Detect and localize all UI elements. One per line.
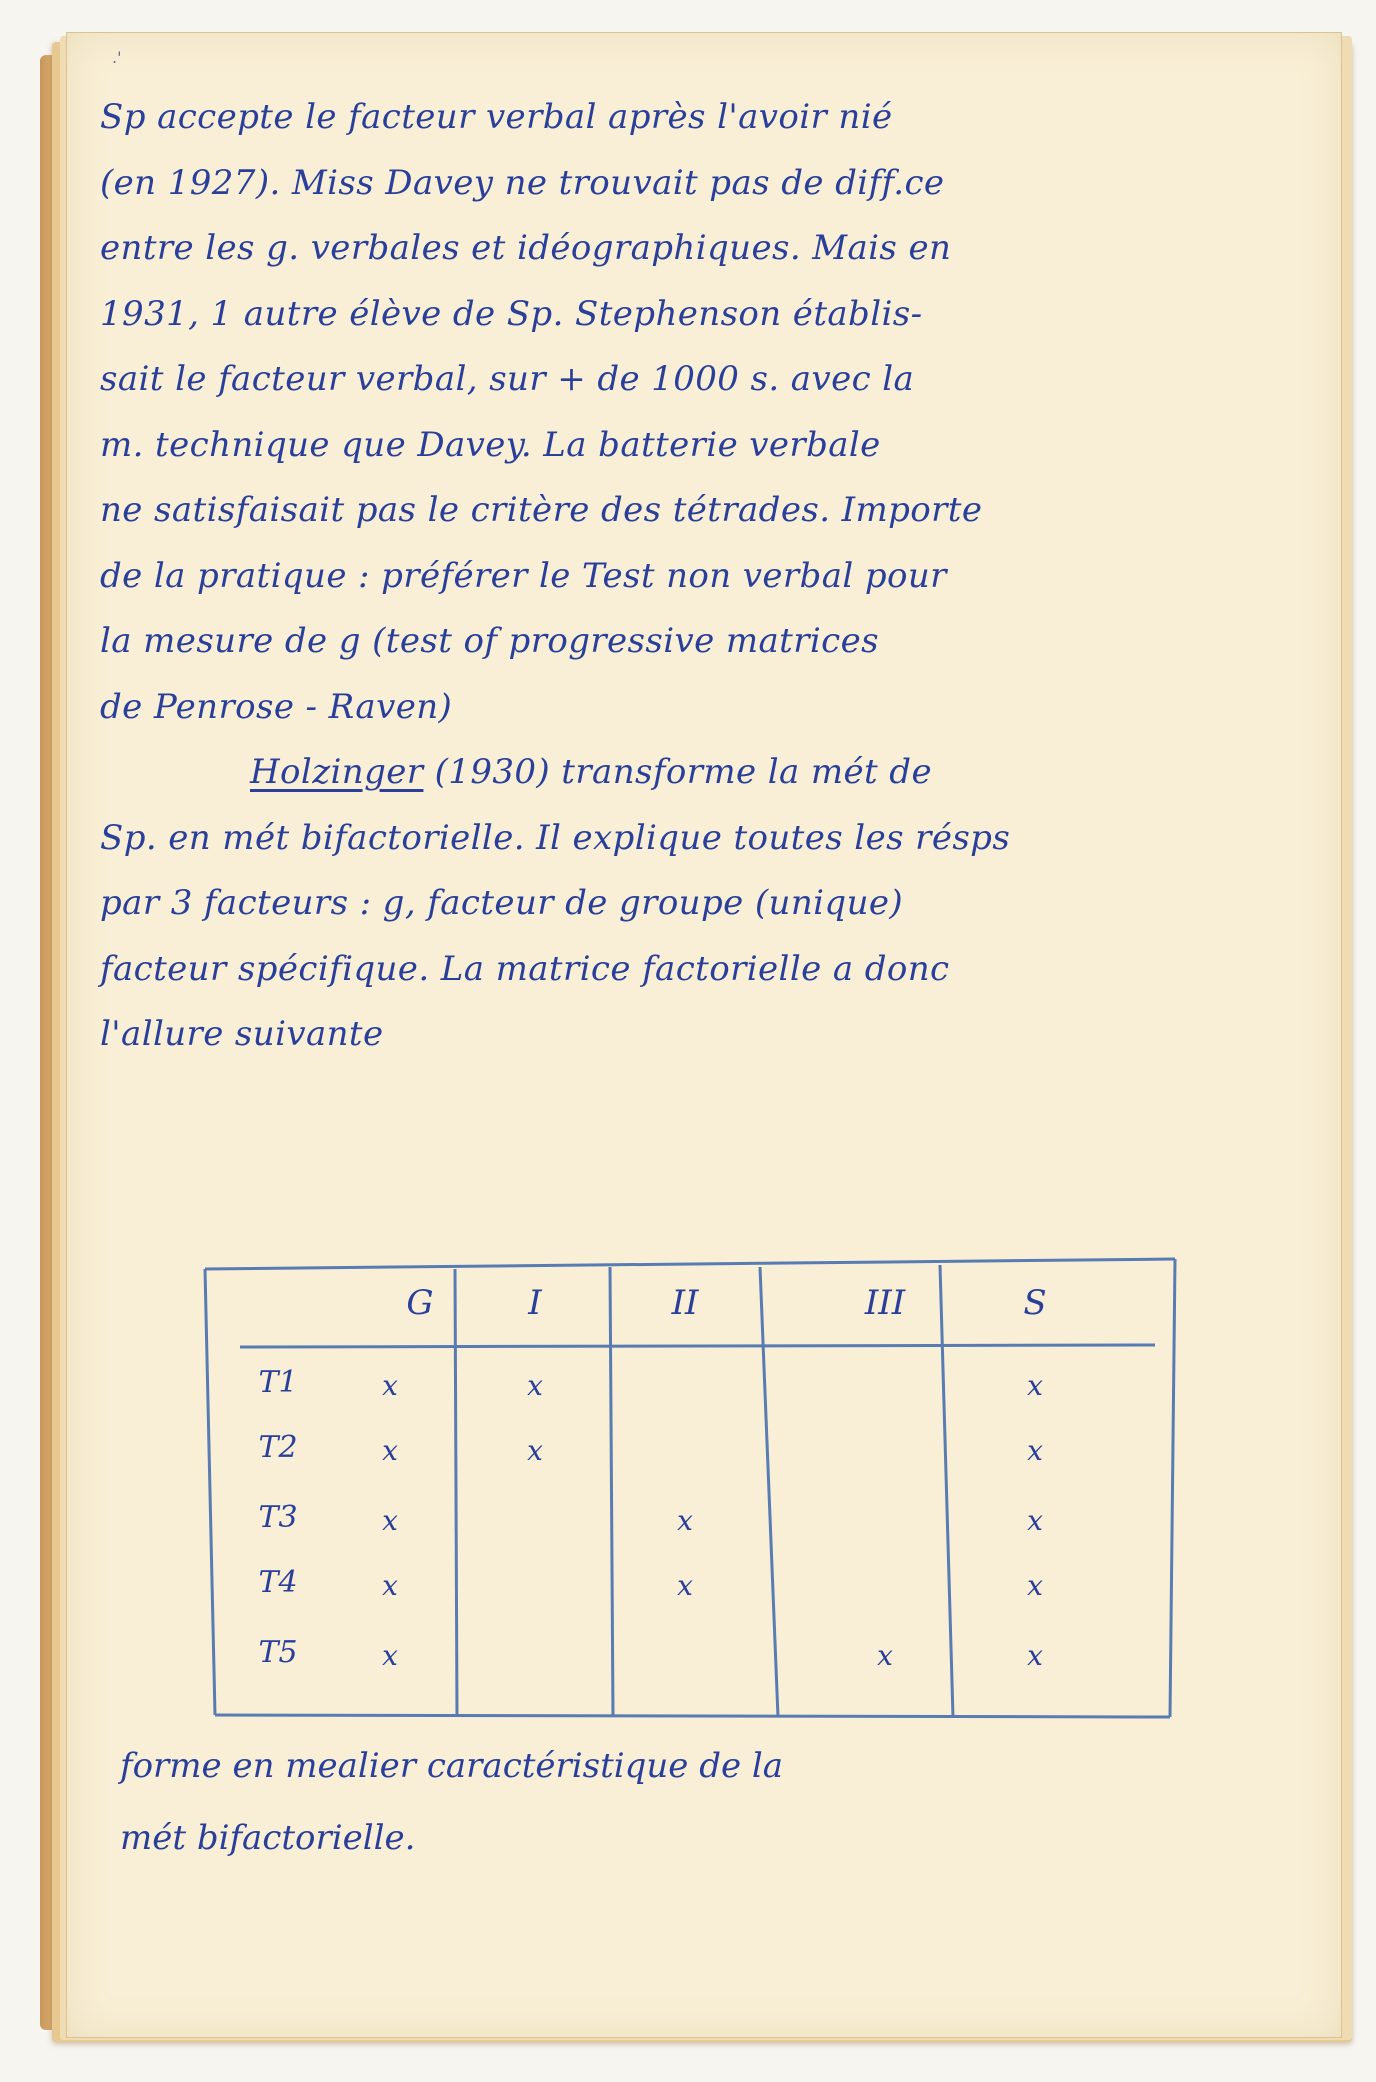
table-cell-mark: x bbox=[382, 1369, 398, 1402]
text-line: Sp. en mét bifactorielle. Il explique toutes les résps bbox=[100, 817, 1011, 858]
table-left-line bbox=[205, 1269, 215, 1715]
text-line: ne satisfaisait pas le critère des tétrades. Importe bbox=[100, 490, 983, 530]
text-line: de la pratique : préférer le Test non verbal pour bbox=[100, 555, 947, 596]
table-bottom-line bbox=[215, 1715, 1170, 1717]
table-header-cell: I bbox=[528, 1283, 542, 1323]
table-cell-mark: x bbox=[1027, 1369, 1043, 1402]
table-col-line bbox=[610, 1267, 613, 1717]
table-cell-mark: x bbox=[677, 1504, 693, 1537]
table-cell-mark: x bbox=[1027, 1569, 1043, 1602]
text-line-holzinger bbox=[100, 740, 1320, 806]
table-row-label: T2 bbox=[258, 1430, 298, 1465]
corner-mark: .' bbox=[112, 48, 122, 67]
text-line: facteur spécifique. La matrice factorielle a donc bbox=[100, 948, 950, 989]
text-line: la mesure de g (test of progressive matrices bbox=[100, 621, 879, 661]
text-line: 1931, 1 autre élève de Sp. Stephenson établis- bbox=[100, 293, 923, 334]
table-header-line bbox=[240, 1345, 1155, 1347]
holzinger-line-rest: (1930) transforme la mét de bbox=[434, 752, 932, 792]
factor-matrix-table bbox=[195, 1255, 1185, 1725]
text-line: entre les g. verbales et idéographiques. Mais en bbox=[100, 228, 952, 268]
text-line: mét bifactorielle. bbox=[120, 1818, 416, 1858]
table-row-label: T4 bbox=[258, 1565, 298, 1600]
table-col-line bbox=[940, 1265, 953, 1717]
table-row-label: T3 bbox=[258, 1500, 298, 1535]
table-cell-mark: x bbox=[1027, 1639, 1043, 1672]
table-col-line bbox=[455, 1269, 457, 1717]
table-cell-mark: x bbox=[1027, 1504, 1043, 1537]
handwritten-text-tail bbox=[120, 1730, 1320, 1874]
table-cell-mark: x bbox=[877, 1639, 893, 1672]
table-cell-mark: x bbox=[1027, 1434, 1043, 1467]
table-cell-mark: x bbox=[382, 1569, 398, 1602]
text-line: forme en mealier caractéristique de la bbox=[120, 1746, 784, 1786]
table-right-line bbox=[1170, 1259, 1175, 1717]
table-cell-mark: x bbox=[527, 1369, 543, 1402]
table-cell-mark: x bbox=[677, 1569, 693, 1602]
text-line: l'allure suivante bbox=[100, 1014, 384, 1054]
table-row-label: T1 bbox=[258, 1365, 298, 1400]
table-row-label: T5 bbox=[258, 1635, 298, 1670]
table-header-cell: S bbox=[1023, 1283, 1047, 1323]
table-header-cell: II bbox=[671, 1283, 699, 1323]
table-cell-mark: x bbox=[382, 1639, 398, 1672]
table-cell-mark: x bbox=[382, 1504, 398, 1537]
text-line: Sp accepte le facteur verbal après l'avoir nié bbox=[100, 97, 893, 137]
table-cell-mark: x bbox=[382, 1434, 398, 1467]
text-line: de Penrose - Raven) bbox=[100, 686, 453, 727]
text-line: (en 1927). Miss Davey ne trouvait pas de diff.ce bbox=[100, 162, 945, 203]
table-col-line bbox=[760, 1267, 778, 1717]
table-cell-mark: x bbox=[527, 1434, 543, 1467]
text-line: sait le facteur verbal, sur + de 1000 s. avec la bbox=[100, 359, 915, 399]
table-top-line bbox=[205, 1259, 1175, 1269]
handwritten-text-block bbox=[100, 85, 1320, 1068]
text-line: m. technique que Davey. La batterie verbale bbox=[100, 424, 881, 465]
table-header-cell: III bbox=[864, 1283, 906, 1323]
table-header-cell: G bbox=[406, 1283, 434, 1323]
text-line: par 3 facteurs : g, facteur de groupe (unique) bbox=[100, 883, 904, 923]
holzinger-name: Holzinger bbox=[250, 752, 424, 792]
